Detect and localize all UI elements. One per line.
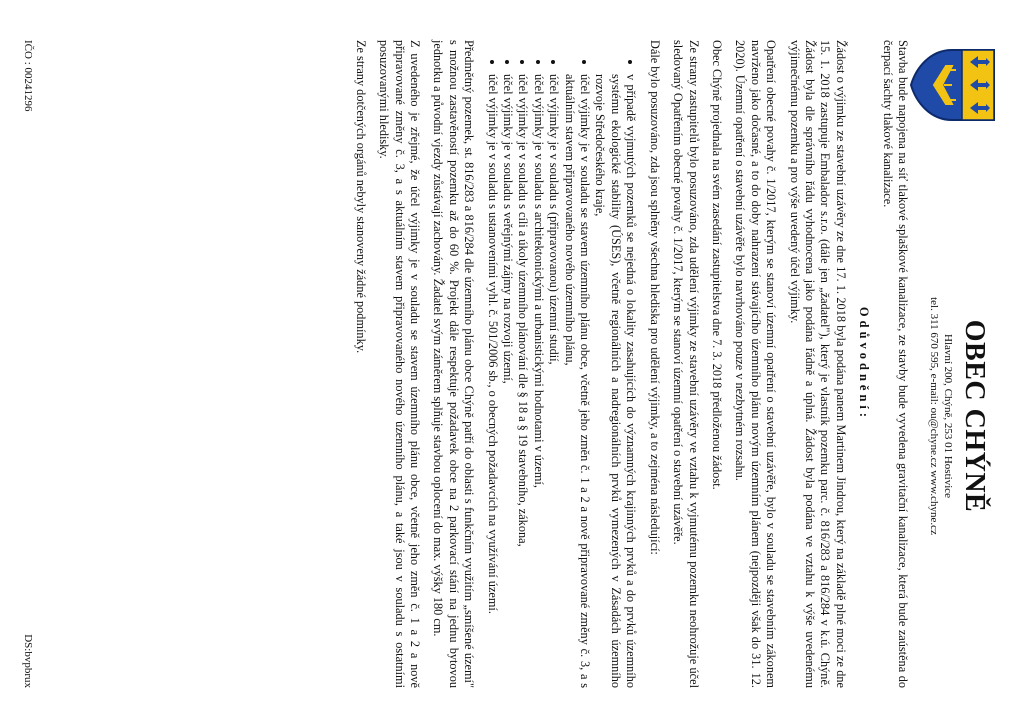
list-item: • účel výjimky je v souladu s architektonickými a urbanistickými hodnotami v území,: [530, 74, 545, 688]
paragraph-5: Dále bylo posuzováno, zda jsou splněny všechna hlediska pro udělení výjimky, a to zejména následující:: [647, 40, 662, 555]
paragraph-2: Opatření obecné povahy č. 1/2017, kterým se stanoví územní opatření o stavební uzávěře, bylo v souladu se stavebním zákonem navrženo jako dočasné, a to do doby nahrazení stávajícího územního plánu novým územním plánem (nejpozději však do 31. 12. 2020). Územní opatření o stavební uzávěře bylo navrhováno pouze v nezbytném rozsahu.: [733, 40, 779, 688]
page-footer: [22, 40, 34, 688]
list-item: • účel výjimky je v souladu s (připravovanou) územní studií,: [546, 74, 561, 688]
list-item: • účel výjimky je v souladu s veřejnými zájmy na rozvoji území,: [500, 74, 515, 688]
footer-ico: IČO : 00241296: [22, 40, 34, 112]
document-body: [344, 40, 910, 688]
org-name: OBEC CHÝNĚ: [959, 319, 990, 513]
paragraph-6: Předmětný pozemek, st. 816/283 a 816/284 dle územního plánu obce Chýně patří do oblasti s funkčním využitím „smíšené území" s možnou zastavěností pozemku až do 60 %. Projekt dále respektuje požadavek obce na 2 parkovací stání na jednu bytovou jednotku a původní vjezdy zůstávají zachovány. Žadatel svým záměrem splňuje stavbou oplocení do max. výšky 180 cm.: [431, 40, 477, 688]
list-item: • v případě vyjmutých pozemků se nejedná o lokality zasahujících do významných krajinných prvků a do prvků územního systému ekologické stability (ÚSES), včetně regionálních a nadregionálních prvků vymezených v Zásadách územního rozvoje Středočeského kraje,: [592, 74, 638, 688]
paragraph-4: Ze strany zastupitelů bylo posuzováno, zda udělení výjimky ze stavební uzávěry ve vztahu k vyjmutému pozemku neohrožuje účel sledovaný Opatřením obecné povahy č. 1/2017, kterým se stanoví územní opatření o stavební uzávěře.: [671, 40, 701, 688]
coat-of-arms-icon: [910, 48, 996, 122]
criteria-list: [484, 40, 638, 688]
list-item: • účel výjimky je v souladu s cíli a úkoly územního plánování dle § 18 a § 19 stavebního, zákona,: [515, 74, 530, 688]
org-address: Hlavní 200, Chýně, 253 01 Hostivice: [942, 333, 954, 499]
letterhead: [906, 136, 996, 696]
paragraph-8: Ze strany dotčených orgánů nebyly stanoveny žádné podmínky.: [353, 40, 368, 354]
paragraph-7: Z uvedeného je zřejmé, že účel výjimky je v souladu se stavem územního plánu obce, včetně jeho změn č. 1 a 2 a nově připravované změny č. 3, a s aktuálním stavem připravovaného nového územního plánu, a také jsou v souladu s ostatními posuzovanými hledisky.: [377, 40, 423, 688]
list-item: • účel výjimky je v souladu se stavem územního plánu obce, včetně jeho změn č. 1 a 2 a nově připravované změny č. 3, a s aktuálním stavem připravovaného nového územního plánu,: [561, 74, 592, 688]
paragraph-3: Obec Chýně projednala na svém zasedání zastupitelstva dne 7. 3. 2018 předloženou žádost.: [709, 40, 724, 490]
footer-ds: DS:bvpbrux: [22, 634, 34, 688]
list-item: • účel výjimky je v souladu s ustanoveními vyhl. č. 501/2006 sb., o obecných požadavcích na využívání území.: [484, 74, 499, 688]
intro-paragraph: Stavba bude napojena na síť tlakové splaškové kanalizace, ze stavby bude vyvedena gravitační kanalizace, která bude zaústěna do čerpací šachty tlakové kanalizace.: [880, 40, 910, 688]
org-contact: tel. 311 670 595, e-mail: ou@chyne.cz www.chyne.cz: [928, 297, 940, 535]
paragraph-1: Žádost o výjimku ze stavební uzávěry ze dne 17. 1. 2018 byla podána panem Martinem Jindrou, který na základě plné moci ze dne 15. 1. 2018 zastupuje Embalador s.r.o. (dále jen „žadatel"), který je vlastník pozemku parc. č. 816/283 a 816/284 v k.ú. Chýně. Žádost byla dle správního řádu vyhodnocena jako podána řádně a úplná. Žádost byla podána ve vztahu k výše uvedenému výjimečnému pozemku a pro výše uvedený účel výjimky.: [787, 40, 848, 688]
section-heading: Odůvodnění:: [857, 306, 872, 422]
